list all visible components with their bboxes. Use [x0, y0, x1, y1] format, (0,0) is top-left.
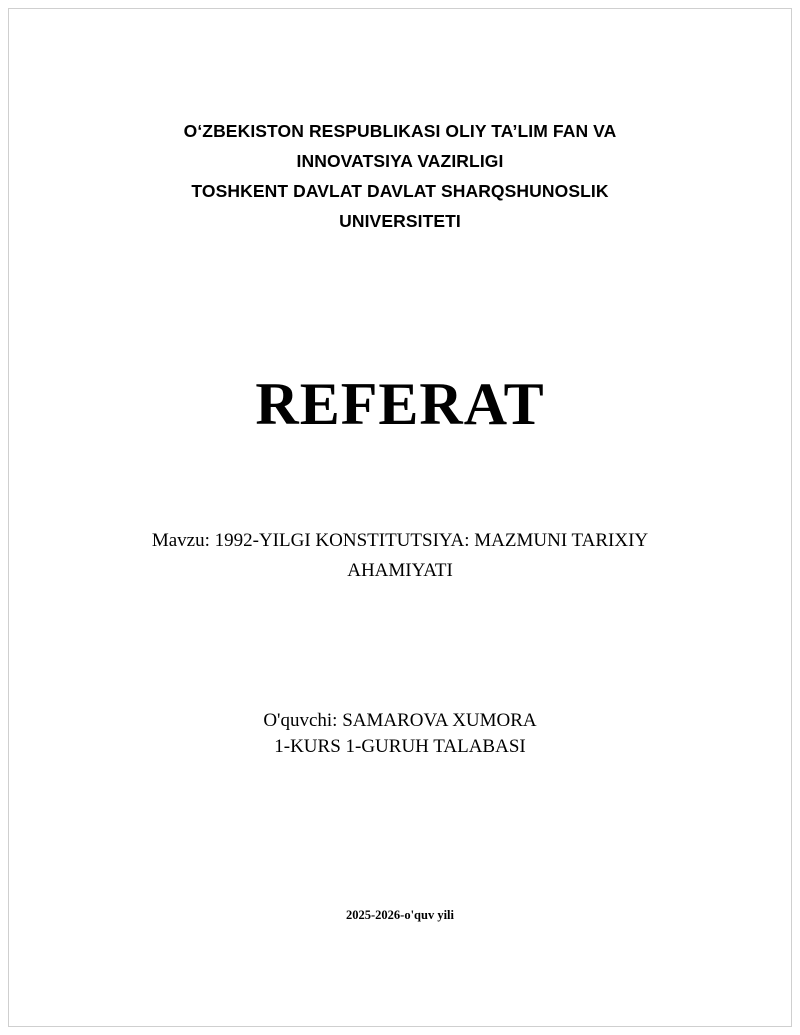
institution-header-line-1: O‘ZBEKISTON RESPUBLIKASI OLIY TA’LIM FAN VA [183, 121, 617, 141]
institution-header-line-4: UNIVERSITETI [339, 211, 461, 231]
subject-line-1: Mavzu: 1992-YILGI KONSTITUTSIYA: MAZMUNI TARIXIY [151, 530, 649, 551]
author-group-line: 1-KURS 1-GURUH TALABASI [274, 736, 526, 757]
institution-header-line-2: INNOVATSIYA VAZIRLIGI [296, 151, 504, 171]
subject-line-2: AHAMIYATI [347, 560, 453, 581]
institution-header-line-3: TOSHKENT DAVLAT DAVLAT SHARQSHUNOSLIK [191, 181, 609, 201]
academic-year-footer: 2025-2026-o'quv yili [346, 908, 454, 922]
subject-block [100, 526, 700, 586]
author-name-line: O'quvchi: SAMAROVA XUMORA [263, 710, 537, 731]
page-content [100, 0, 700, 1035]
document-title: REFERAT [255, 371, 545, 437]
author-block [100, 708, 700, 760]
institution-header [100, 116, 700, 236]
